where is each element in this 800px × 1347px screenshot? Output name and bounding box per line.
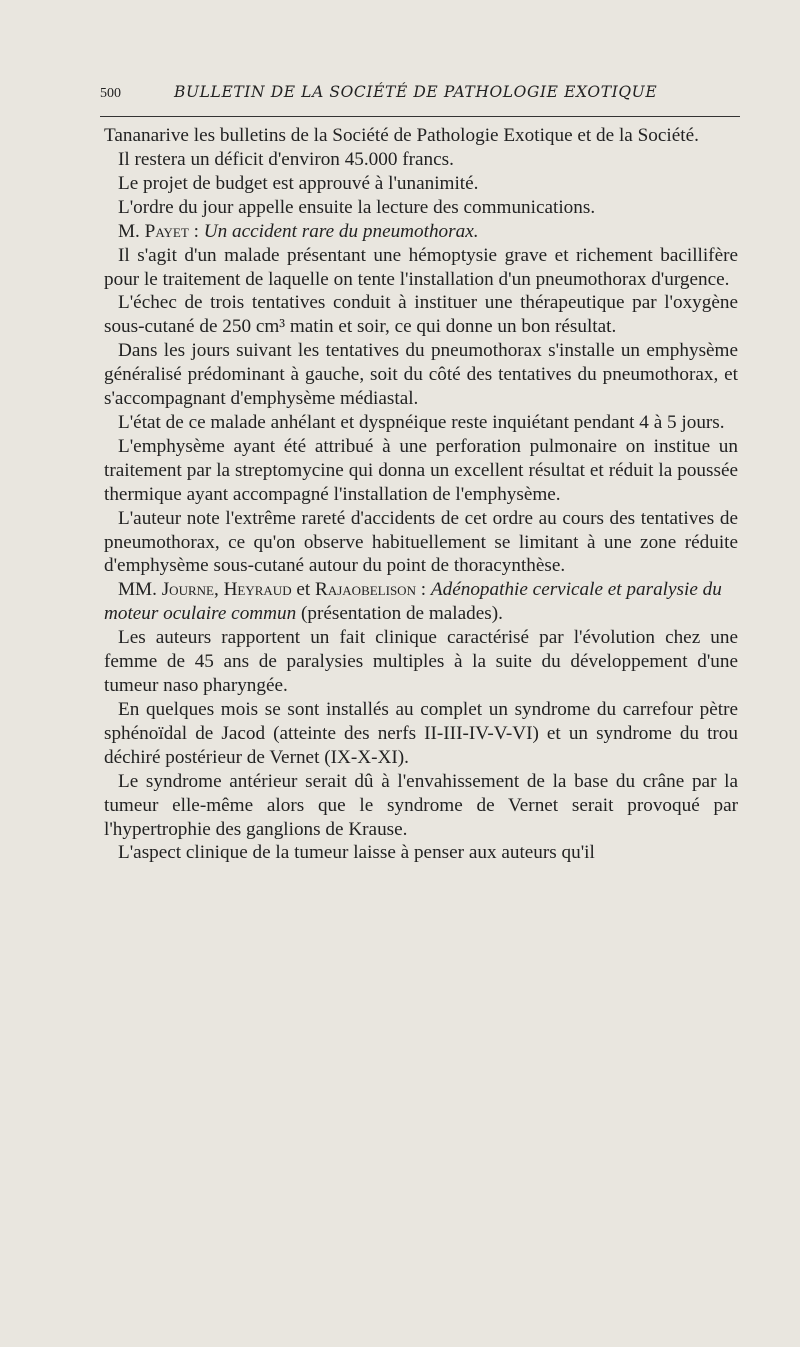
author-name: Rajaobelison	[315, 579, 416, 601]
section2-paragraph: Les auteurs rapportent un fait clinique caractérisé par l'évolution chez une femme de 45 ans de paralysies multiples à la suite du développement d'une tumeur naso pharyngée.	[104, 627, 738, 697]
communication-heading-2	[104, 578, 738, 626]
section2-paragraph: Le syndrome antérieur serait dû à l'envahissement de la base du crâne par la tumeur elle-même alors que le syndrome de Vernet serait provoqué par l'hypertrophie des ganglions de Krause.	[104, 770, 738, 840]
section2-paragraph: L'aspect clinique de la tumeur laisse à penser aux auteurs qu'il	[118, 842, 595, 864]
communication-title: Adénopathie cervicale et paralysie du moteur oculaire commun	[104, 579, 722, 625]
author-separator: ,	[213, 579, 219, 601]
section1-paragraph: L'auteur note l'extrême rareté d'accidents de cet ordre au cours des tentatives de pneumothorax, ce qu'on observe habituellement se limitant à une zone réduite d'emphysème sous-cutané autour du point de thoracynthèse.	[104, 507, 738, 577]
intro-paragraph: Le projet de budget est approuvé à l'unanimité.	[118, 172, 479, 194]
heading-prefix: MM.	[118, 579, 157, 601]
intro-paragraph: Il restera un déficit d'environ 45.000 francs.	[118, 148, 454, 170]
heading-suffix: (présentation de malades).	[301, 603, 503, 625]
running-head: BULLETIN DE LA SOCIÉTÉ DE PATHOLOGIE EXOTIQUE	[174, 83, 658, 101]
communication-title: Un accident rare du pneumothorax.	[203, 220, 479, 242]
communication-heading-1	[104, 220, 738, 244]
page-number: 500	[100, 86, 121, 101]
section1-paragraph: L'état de ce malade anhélant et dyspnéique reste inquiétant pendant 4 à 5 jours.	[118, 411, 725, 433]
author-separator: et	[296, 579, 311, 601]
page-body	[104, 124, 738, 865]
section1-paragraph: L'emphysème ayant été attribué à une perforation pulmonaire on institue un traitement par la streptomycine qui donna un excellent résultat et réduit la poussée thermique ayant accompagné l'installation de l'emphysème.	[104, 435, 738, 505]
author-name: Journe	[161, 579, 214, 601]
section1-paragraph: L'échec de trois tentatives conduit à instituer une thérapeutique par l'oxygène sous-cutané de 250 cm³ matin et soir, ce qui donne un bon résultat.	[104, 292, 738, 338]
heading-prefix: M.	[118, 220, 140, 242]
section1-paragraph: Dans les jours suivant les tentatives du pneumothorax s'installe un emphysème généralisé prédominant à gauche, soit du côté des tentatives du pneumothorax, et s'accompagnant d'emphysème médiastal.	[104, 340, 738, 410]
heading-separator: :	[193, 220, 199, 242]
heading-separator: :	[420, 579, 427, 601]
author-name: Heyraud	[223, 579, 292, 601]
intro-paragraph: Tananarive les bulletins de la Société de Pathologie Exotique et de la Société.	[104, 125, 699, 146]
page-header	[100, 80, 740, 117]
section2-paragraph: En quelques mois se sont installés au complet un syndrome du carrefour pètre sphénoïdal de Jacod (atteinte des nerfs II-III-IV-V-VI) et un syndrome du trou déchiré postérieur de Vernet (IX-X-XI).	[104, 699, 738, 768]
intro-paragraph: L'ordre du jour appelle ensuite la lecture des communications.	[118, 196, 596, 218]
section1-paragraph: Il s'agit d'un malade présentant une hémoptysie grave et richement bacillifère pour le traitement de laquelle on tente l'installation d'un pneumothorax d'urgence.	[104, 244, 738, 290]
author-name: Payet	[144, 220, 189, 242]
